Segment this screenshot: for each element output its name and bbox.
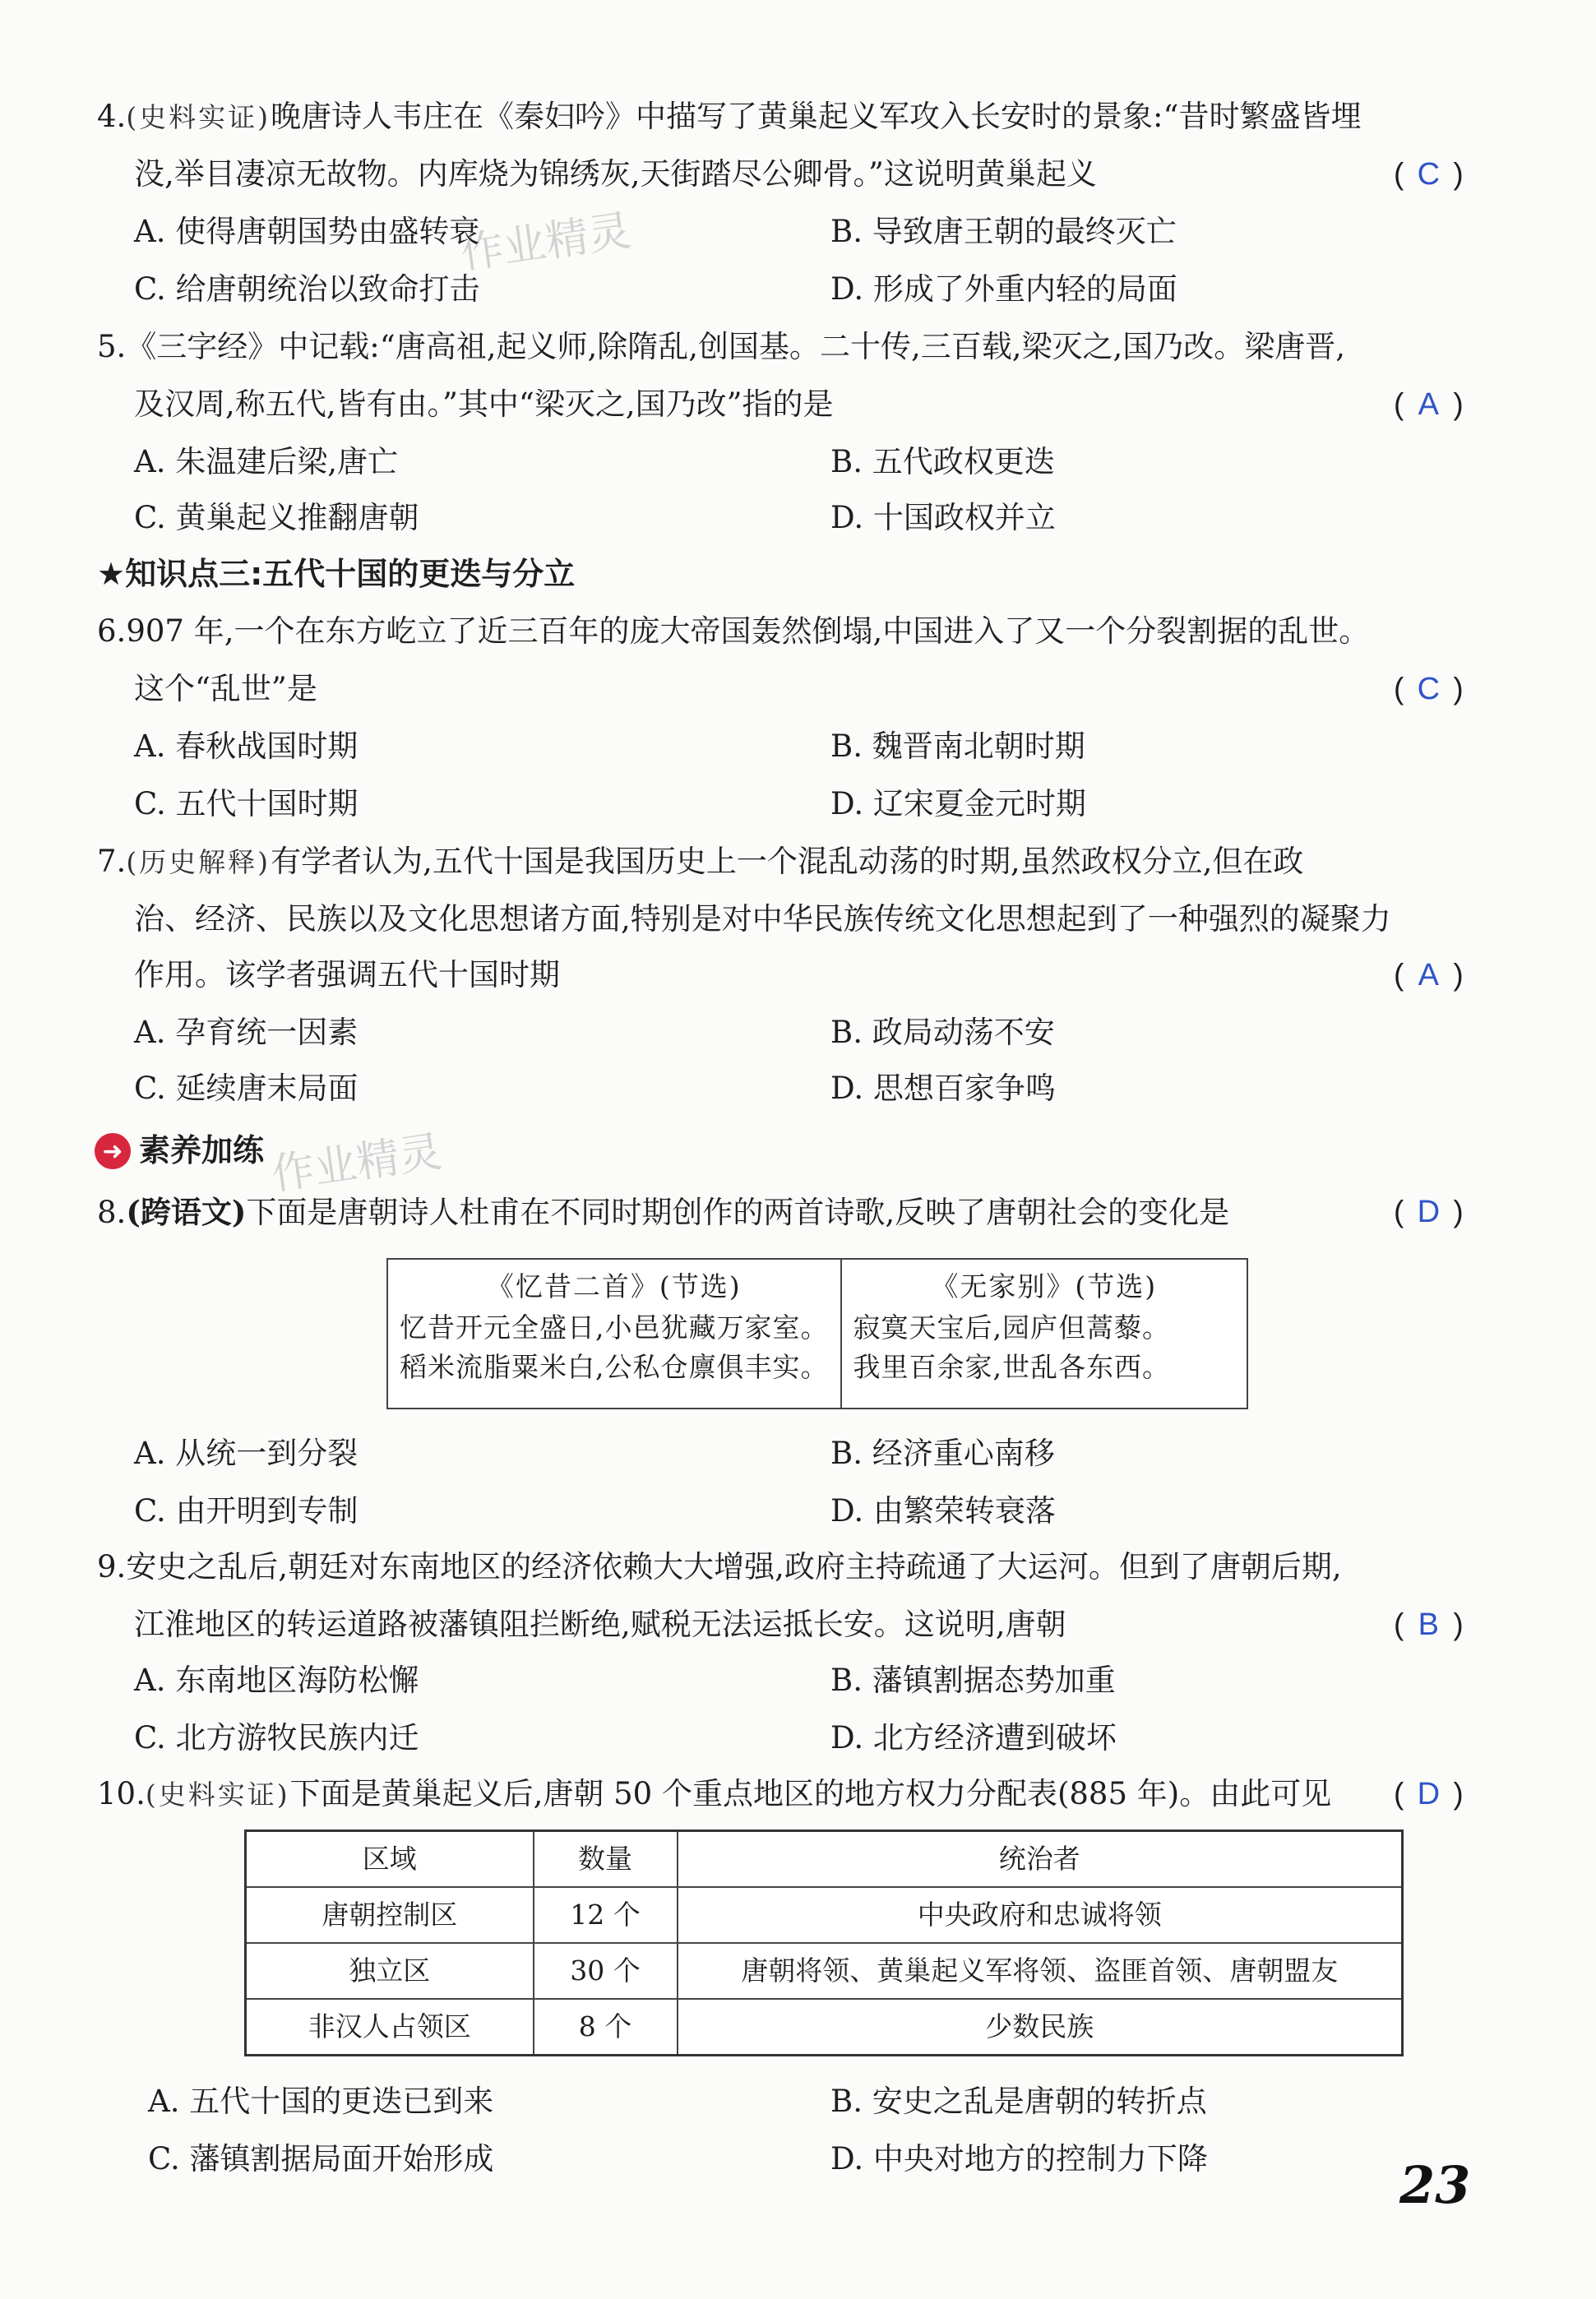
question-number: 8. xyxy=(97,1195,127,1230)
option-b: B. 魏晋南北朝时期 xyxy=(830,729,1085,764)
option-c: C. 黄巢起义推翻唐朝 xyxy=(134,500,419,535)
option-a: A. 使得唐朝国势由盛转衰 xyxy=(134,214,480,249)
question-9-line-2: 江淮地区的转运道路被藩镇阻拦断绝,赋税无法运抵长安。这说明,唐朝 xyxy=(134,1607,1066,1642)
question-5-line-1 xyxy=(97,327,1345,367)
answer-letter: C xyxy=(1417,157,1441,192)
question-number: 9. xyxy=(97,1549,127,1584)
question-number: 7. xyxy=(97,844,127,879)
answer-letter: D xyxy=(1417,1195,1441,1229)
question-6-line-1 xyxy=(97,612,1369,651)
table-cell: 独立区 xyxy=(246,1943,534,1999)
poem-right xyxy=(842,1260,1247,1408)
question-tag: (史料实证) xyxy=(126,101,271,133)
option-a: A. 五代十国的更迭已到来 xyxy=(148,2084,494,2119)
option-d: D. 北方经济遭到破坏 xyxy=(830,1720,1117,1755)
question-number: 5. xyxy=(97,329,127,364)
table-cell: 唐朝将领、黄巢起义军将领、盗匪首领、唐朝盟友 xyxy=(678,1943,1403,1999)
question-4-line-2: 没,举目凄凉无故物。内库烧为锦绣灰,天街踏尽公卿骨。”这说明黄巢起义 xyxy=(134,156,1097,192)
table-row xyxy=(246,1887,1403,1943)
option-c: C. 北方游牧民族内迁 xyxy=(134,1720,419,1755)
option-b: B. 导致唐王朝的最终灭亡 xyxy=(830,214,1177,249)
table-cell: 唐朝控制区 xyxy=(246,1887,534,1943)
answer-letter: D xyxy=(1417,1777,1441,1811)
answer-letter: A xyxy=(1418,387,1439,422)
option-a: A. 从统一到分裂 xyxy=(134,1436,359,1471)
table-cell: 12 个 xyxy=(534,1887,678,1943)
option-b: B. 经济重心南移 xyxy=(830,1436,1055,1471)
watermark: 作业精灵 xyxy=(268,1126,446,1200)
answer-letter: A xyxy=(1418,958,1439,992)
poem-box xyxy=(386,1258,1248,1409)
option-b: B. 安史之乱是唐朝的转折点 xyxy=(830,2084,1207,2119)
option-d: D. 由繁荣转衰落 xyxy=(830,1493,1056,1529)
answer-bracket: ( B ) xyxy=(1394,1605,1464,1645)
table-header: 区域 xyxy=(246,1831,534,1888)
question-tag: (跨语文) xyxy=(126,1194,247,1230)
option-c: C. 延续唐末局面 xyxy=(134,1071,359,1106)
question-text: 907 年,一个在东方屹立了近三百年的庞大帝国轰然倒塌,中国进入了又一个分裂割据的乱世。 xyxy=(126,613,1370,649)
option-c: C. 五代十国时期 xyxy=(134,786,359,821)
question-8-line-1 xyxy=(97,1192,1229,1233)
poem-line: 我里百余家,世乱各东西。 xyxy=(853,1350,1170,1383)
table-cell: 中央政府和忠诚将领 xyxy=(678,1887,1403,1943)
question-number: 4. xyxy=(97,99,127,134)
poem-line: 稻米流脂粟米白,公私仓廪俱丰实。 xyxy=(400,1350,829,1383)
table-cell: 8 个 xyxy=(534,1999,678,2056)
question-text: 晚唐诗人韦庄在《秦妇吟》中描写了黄巢起义军攻入长安时的景象:“昔时繁盛皆埋 xyxy=(271,99,1362,134)
option-a: A. 春秋战国时期 xyxy=(134,729,359,764)
option-a: A. 孕育统一因素 xyxy=(134,1015,359,1050)
question-6-line-2: 这个“乱世”是 xyxy=(134,671,317,706)
question-text: 有学者认为,五代十国是我国历史上一个混乱动荡的时期,虽然政权分立,但在政 xyxy=(271,844,1304,879)
table-header-row xyxy=(246,1831,1403,1888)
question-tag: (史料实证) xyxy=(145,1779,290,1811)
poem-line: 寂寞天宝后,园庐但蒿藜。 xyxy=(853,1311,1170,1344)
question-10-line-1 xyxy=(97,1774,1331,1814)
poem-line: 忆昔开元全盛日,小邑犹藏万家室。 xyxy=(400,1311,829,1344)
question-7-line-2: 治、经济、民族以及文化思想诸方面,特别是对中华民族传统文化思想起到了一种强烈的凝聚力 xyxy=(134,901,1391,937)
option-d: D. 辽宋夏金元时期 xyxy=(830,786,1086,821)
table-cell: 非汉人占领区 xyxy=(246,1999,534,2056)
answer-bracket: ( D ) xyxy=(1394,1774,1464,1815)
option-d: D. 形成了外重内轻的局面 xyxy=(830,271,1177,307)
question-text: 下面是黄巢起义后,唐朝 50 个重点地区的地方权力分配表(885 年)。由此可见 xyxy=(289,1776,1332,1811)
question-tag: (历史解释) xyxy=(126,846,271,878)
option-d: D. 思想百家争鸣 xyxy=(830,1071,1056,1106)
answer-bracket: ( C ) xyxy=(1394,669,1464,710)
poem-left xyxy=(388,1260,842,1408)
poem-title: 《忆昔二首》(节选) xyxy=(486,1270,742,1302)
option-b: B. 藩镇割据态势加重 xyxy=(830,1663,1116,1698)
question-text: 安史之乱后,朝廷对东南地区的经济依赖大大增强,政府主持疏通了大运河。但到了唐朝后期, xyxy=(126,1549,1342,1584)
suyang-heading xyxy=(95,1126,264,1176)
answer-bracket: ( D ) xyxy=(1394,1192,1464,1233)
poem-title: 《无家别》(节选) xyxy=(931,1270,1158,1302)
table-header: 数量 xyxy=(534,1831,678,1888)
option-d: D. 十国政权并立 xyxy=(830,500,1056,535)
question-9-line-1 xyxy=(97,1547,1342,1587)
option-c: C. 给唐朝统治以致命打击 xyxy=(134,271,480,307)
table-header: 统治者 xyxy=(678,1831,1403,1888)
question-5-line-2: 及汉周,称五代,皆有由。”其中“梁灭之,国乃改”指的是 xyxy=(134,386,834,422)
question-number: 10. xyxy=(97,1776,146,1811)
answer-bracket: ( C ) xyxy=(1394,155,1464,195)
question-4-line-1 xyxy=(97,97,1361,136)
table-row xyxy=(246,1999,1403,2056)
page-number: 23 xyxy=(1399,2155,1471,2215)
answer-bracket: ( A ) xyxy=(1394,385,1464,425)
option-c: C. 由开明到专制 xyxy=(134,1493,359,1529)
option-a: A. 东南地区海防松懈 xyxy=(134,1663,419,1698)
arrow-right-icon: ➜ xyxy=(95,1133,131,1169)
watermark: 作业精灵 xyxy=(457,206,635,280)
question-7-line-1 xyxy=(97,842,1303,881)
question-7-line-3: 作用。该学者强调五代十国时期 xyxy=(134,957,560,992)
table-cell: 30 个 xyxy=(534,1943,678,1999)
question-number: 6. xyxy=(97,613,127,649)
question-text: 《三字经》中记载:“唐高祖,起义师,除隋乱,创国基。二十传,三百载,梁灭之,国乃改。梁唐晋, xyxy=(126,329,1346,364)
answer-letter: C xyxy=(1417,672,1441,706)
answer-bracket: ( A ) xyxy=(1394,955,1464,996)
power-distribution-table xyxy=(244,1829,1404,2056)
section-heading: ★知识点三:五代十国的更迭与分立 xyxy=(97,556,576,592)
option-a: A. 朱温建后梁,唐亡 xyxy=(134,444,399,479)
option-b: B. 五代政权更迭 xyxy=(830,444,1055,479)
answer-letter: B xyxy=(1418,1607,1439,1642)
table-cell: 少数民族 xyxy=(678,1999,1403,2056)
question-text: 下面是唐朝诗人杜甫在不同时期创作的两首诗歌,反映了唐朝社会的变化是 xyxy=(246,1195,1230,1230)
suyang-label: 素养加练 xyxy=(139,1132,265,1169)
table-row xyxy=(246,1943,1403,1999)
option-b: B. 政局动荡不安 xyxy=(830,1015,1055,1050)
option-d: D. 中央对地方的控制力下降 xyxy=(830,2141,1208,2176)
option-c: C. 藩镇割据局面开始形成 xyxy=(148,2141,494,2176)
